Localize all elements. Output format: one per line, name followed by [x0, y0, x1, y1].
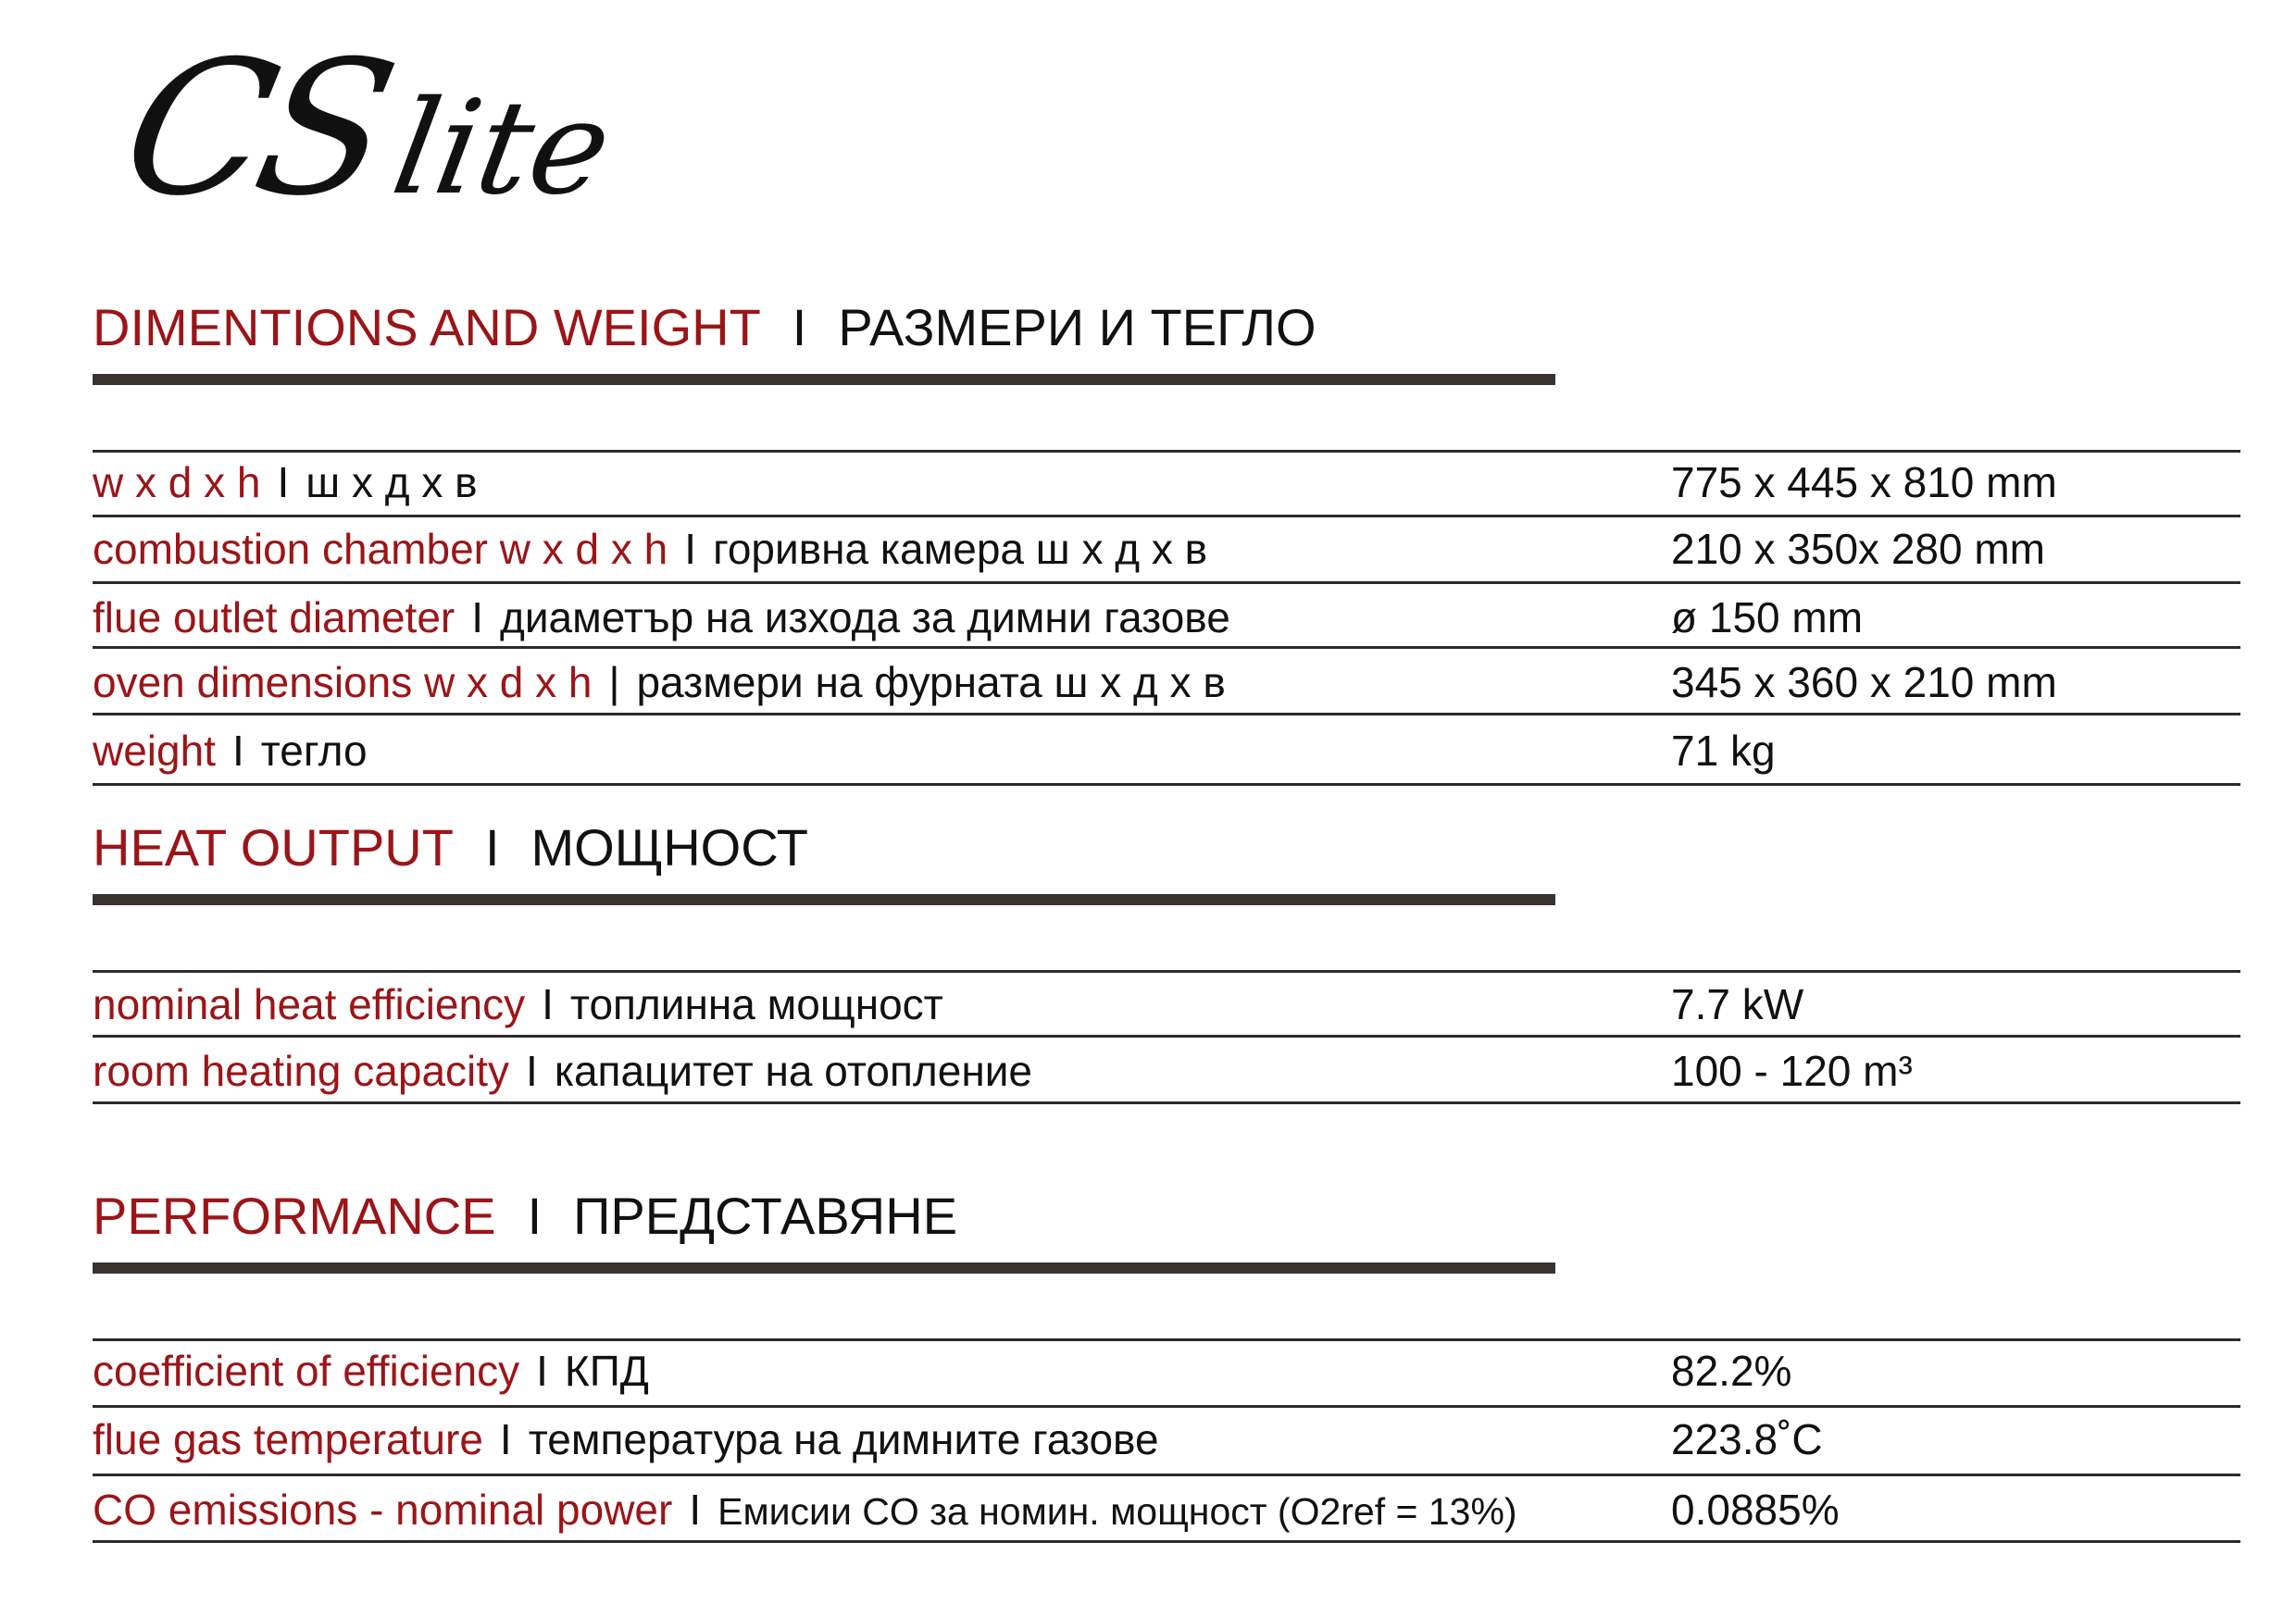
- row-divider: [93, 783, 2240, 786]
- spec-label-bg: ш x д x в: [306, 458, 478, 506]
- spec-label-separator: I: [536, 1347, 548, 1395]
- section-title-en: PERFORMANCE: [93, 1187, 496, 1245]
- spec-label-en: combustion chamber w x d x h: [93, 525, 668, 573]
- spec-label-en: nominal heat efficiency: [93, 980, 526, 1028]
- spec-label-bg: КПД: [564, 1347, 649, 1395]
- spec-label-en: coefficient of efficiency: [93, 1347, 520, 1395]
- spec-label-bg: капацитет на отопление: [554, 1047, 1033, 1095]
- spec-label-bg: температура на димните газове: [528, 1415, 1159, 1463]
- row-divider: [93, 1474, 2240, 1476]
- spec-label-en: room heating capacity: [93, 1047, 510, 1095]
- row-divider: [93, 581, 2240, 584]
- spec-label-en: flue outlet diameter: [93, 593, 455, 641]
- logo-sub-text: lite: [382, 73, 622, 224]
- row-divider: [93, 1540, 2240, 1543]
- spec-row-weight: [93, 727, 2240, 775]
- spec-value: ø 150 mm: [1671, 593, 1864, 641]
- section-title-separator: I: [484, 818, 500, 877]
- spec-label-en: w x d x h: [93, 458, 261, 506]
- spec-label-en: CO emissions - nominal power: [93, 1486, 673, 1534]
- section-title-performance: [93, 1187, 958, 1245]
- spec-row-flue-gas-temperature: [93, 1415, 2240, 1463]
- spec-row-oven-dimensions: [93, 658, 2240, 706]
- spec-value: 223.8˚C: [1671, 1415, 1823, 1463]
- row-divider: [93, 1338, 2240, 1341]
- section-bar-performance: [93, 1263, 1555, 1274]
- spec-label-separator: I: [542, 980, 554, 1028]
- section-title-bg: РАЗМЕРИ И ТЕГЛО: [838, 298, 1316, 356]
- spec-label-separator: |: [608, 658, 620, 706]
- section-title-heat-output: [93, 818, 809, 877]
- section-bar-heat-output: [93, 894, 1555, 905]
- row-divider: [93, 1101, 2240, 1104]
- spec-label-bg: диаметър на изхода за димни газове: [500, 593, 1230, 641]
- row-divider: [93, 515, 2240, 517]
- spec-label-separator: I: [684, 525, 697, 573]
- spec-value: 82.2%: [1671, 1347, 1792, 1395]
- spec-label-separator: I: [277, 458, 290, 506]
- brand-logo: [106, 21, 622, 237]
- spec-value: 775 x 445 x 810 mm: [1671, 458, 2057, 506]
- logo-main-text: CS: [106, 21, 403, 237]
- section-title-bg: МОЩНОСТ: [530, 818, 809, 877]
- spec-row-efficiency: [93, 1347, 2240, 1395]
- spec-label-bg: размери на фурната ш x д x в: [636, 658, 1226, 706]
- spec-value: 100 - 120 m³: [1671, 1047, 1913, 1095]
- row-divider: [93, 713, 2240, 715]
- spec-label-separator: I: [526, 1047, 538, 1095]
- spec-row-combustion-chamber: [93, 525, 2240, 573]
- row-divider: [93, 1035, 2240, 1038]
- spec-value: 210 x 350x 280 mm: [1671, 525, 2046, 573]
- spec-label-en: flue gas temperature: [93, 1415, 483, 1463]
- spec-row-nominal-heat: [93, 980, 2240, 1028]
- spec-label-en: oven dimensions w x d x h: [93, 658, 593, 706]
- section-bar-dimensions: [93, 374, 1555, 385]
- spec-label-bg: топлинна мощност: [569, 980, 943, 1028]
- row-divider: [93, 970, 2240, 973]
- spec-value: 0.0885%: [1671, 1486, 1840, 1534]
- spec-label-bg: тегло: [260, 727, 368, 775]
- spec-row-flue-outlet: [93, 593, 2240, 641]
- spec-label-bg: Емисии CO за номин. мощност (O2ref = 13%): [718, 1490, 1517, 1533]
- section-title-separator: I: [527, 1187, 543, 1245]
- spec-label-en: weight: [93, 727, 216, 775]
- spec-row-room-heating: [93, 1047, 2240, 1095]
- spec-row-overall-dimensions: [93, 458, 2240, 506]
- spec-label-bg: горивна камера ш x д x в: [713, 525, 1208, 573]
- spec-label-separator: I: [471, 593, 484, 641]
- spec-value: 71 kg: [1671, 727, 1776, 775]
- section-title-en: HEAT OUTPUT: [93, 818, 454, 877]
- spec-value: 345 x 360 x 210 mm: [1671, 658, 2057, 706]
- section-title-dimensions: [93, 298, 1316, 356]
- spec-label-separator: I: [231, 727, 244, 775]
- section-title-en: DIMENTIONS AND WEIGHT: [93, 298, 761, 356]
- row-divider: [93, 1405, 2240, 1408]
- row-divider: [93, 646, 2240, 649]
- section-title-bg: ПРЕДСТАВЯНЕ: [573, 1187, 958, 1245]
- spec-label-separator: I: [499, 1415, 512, 1463]
- spec-value: 7.7 kW: [1671, 980, 1804, 1028]
- spec-label-separator: I: [689, 1486, 702, 1534]
- spec-row-co-emissions: [93, 1486, 2240, 1534]
- row-divider: [93, 450, 2240, 453]
- section-title-separator: I: [792, 298, 807, 356]
